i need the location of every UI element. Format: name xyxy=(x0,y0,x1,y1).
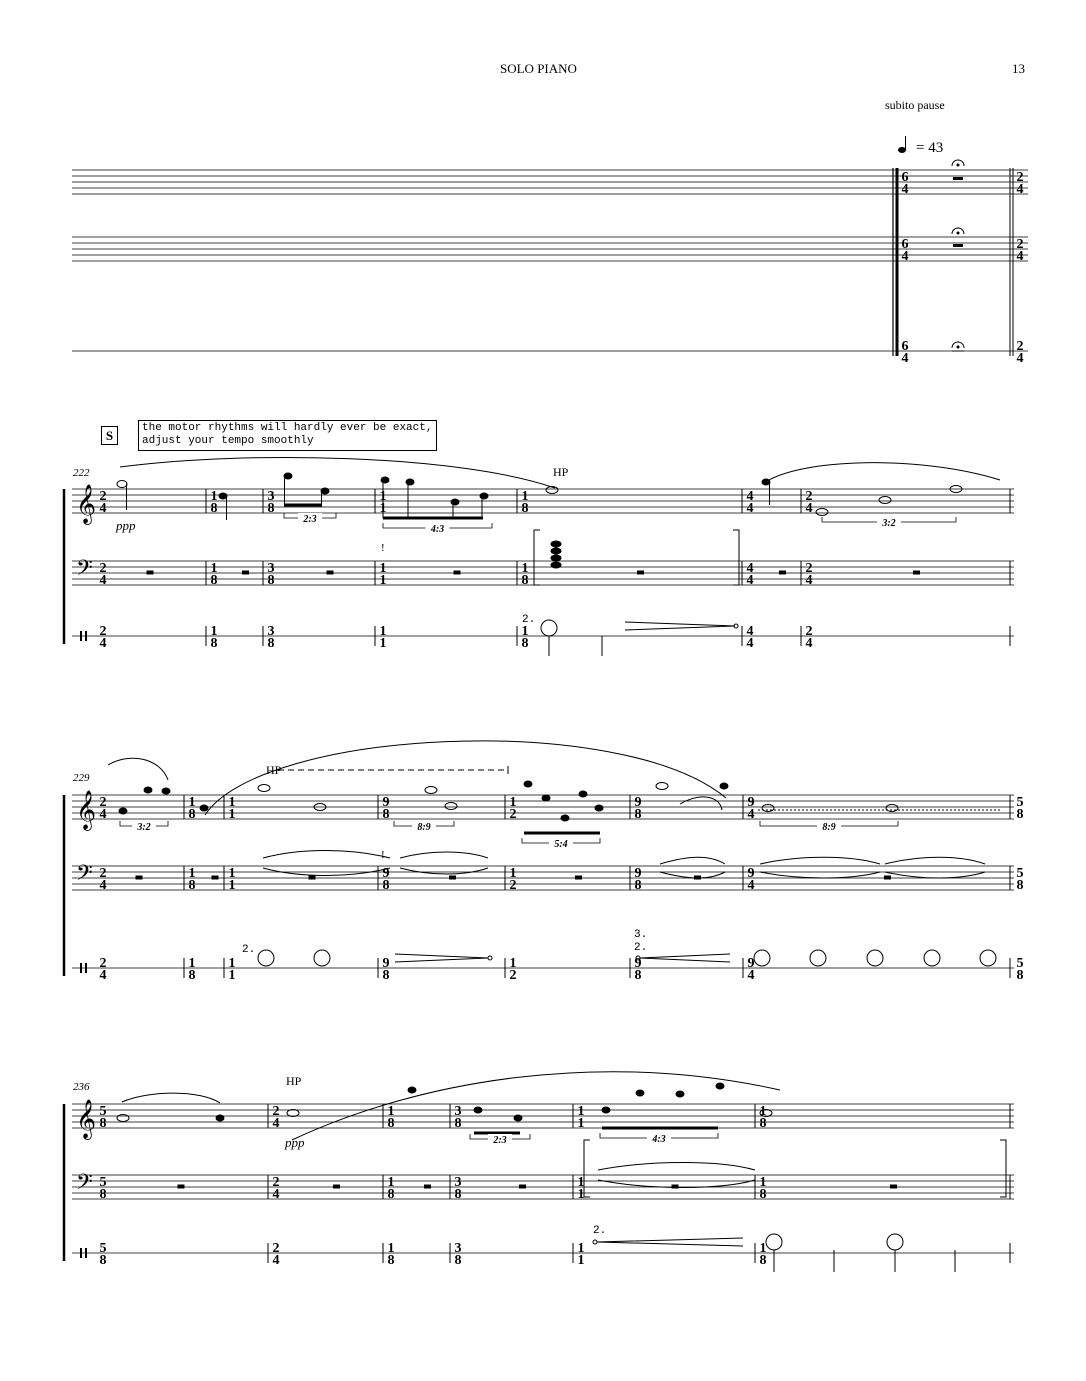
svg-text:8: 8 xyxy=(1016,807,1024,822)
svg-text:1: 1 xyxy=(759,1241,767,1256)
svg-text:8: 8 xyxy=(267,636,275,651)
tuplet-bracket xyxy=(760,821,898,833)
svg-text:6: 6 xyxy=(901,170,909,185)
svg-text:4: 4 xyxy=(99,636,107,651)
staff-top-2 xyxy=(72,237,1028,261)
svg-text:8: 8 xyxy=(521,501,529,516)
svg-text:1: 1 xyxy=(387,1104,395,1119)
svg-text:4: 4 xyxy=(746,573,754,588)
pedal-label-stack: 3. xyxy=(634,929,648,941)
slur-system-3 xyxy=(122,1072,780,1140)
pedal-label: 2. xyxy=(522,614,536,626)
svg-text:8: 8 xyxy=(387,1187,395,1202)
svg-text:4: 4 xyxy=(272,1187,280,1202)
svg-text:2: 2 xyxy=(1016,170,1024,185)
svg-text:6: 6 xyxy=(901,237,909,252)
time-signature xyxy=(748,956,755,983)
rest xyxy=(914,571,920,574)
svg-text:9: 9 xyxy=(382,866,390,881)
bass-clef: 𝄢 xyxy=(76,1170,93,1199)
svg-text:8: 8 xyxy=(521,573,529,588)
percussion-clef xyxy=(80,631,82,641)
tuplet-bracket xyxy=(470,1134,530,1146)
svg-text:2: 2 xyxy=(272,1175,280,1190)
measure-number: 236 xyxy=(73,1081,90,1093)
svg-text:8: 8 xyxy=(634,968,642,983)
time-signature xyxy=(100,795,107,822)
page-title: SOLO PIANO xyxy=(500,61,577,76)
tuplet-bracket xyxy=(383,523,492,535)
svg-text:1: 1 xyxy=(379,624,387,639)
svg-text:3: 3 xyxy=(454,1175,462,1190)
svg-text:4: 4 xyxy=(99,968,107,983)
notes-system-1 xyxy=(117,473,962,656)
svg-text:8: 8 xyxy=(188,878,196,893)
time-signature xyxy=(635,795,642,822)
time-signature xyxy=(189,795,196,822)
svg-text:1: 1 xyxy=(379,501,387,516)
svg-text:4:3: 4:3 xyxy=(430,524,445,535)
svg-text:2: 2 xyxy=(509,807,517,822)
percussion-clef xyxy=(80,1248,82,1258)
svg-text:8: 8 xyxy=(759,1187,767,1202)
hairpin-system-1 xyxy=(625,622,738,630)
svg-text:8: 8 xyxy=(1016,968,1024,983)
svg-text:8: 8 xyxy=(210,573,218,588)
rest xyxy=(309,876,315,879)
svg-text:4: 4 xyxy=(272,1116,280,1131)
time-signature xyxy=(388,1175,395,1202)
time-signature xyxy=(273,1175,280,1202)
svg-text:5: 5 xyxy=(1016,866,1024,881)
svg-text:2: 2 xyxy=(272,1104,280,1119)
svg-text:1: 1 xyxy=(379,489,387,504)
svg-text:8: 8 xyxy=(382,807,390,822)
svg-text:8: 8 xyxy=(759,1253,767,1268)
time-signature xyxy=(455,1104,462,1131)
svg-text:4: 4 xyxy=(99,878,107,893)
svg-text:5: 5 xyxy=(99,1175,107,1190)
tuplet-bracket xyxy=(284,513,336,525)
time-signature xyxy=(100,1104,107,1131)
hp-marking: HP xyxy=(553,465,569,479)
svg-text:5: 5 xyxy=(99,1104,107,1119)
svg-text:4: 4 xyxy=(746,624,754,639)
svg-text:4: 4 xyxy=(805,573,813,588)
rest xyxy=(136,876,142,879)
rest xyxy=(147,571,153,574)
time-signature xyxy=(578,1175,585,1202)
svg-text:2: 2 xyxy=(99,956,107,971)
rest xyxy=(780,571,786,574)
time-signature xyxy=(273,1104,280,1131)
svg-text:8: 8 xyxy=(188,968,196,983)
svg-text:1: 1 xyxy=(577,1104,585,1119)
notes-system-3 xyxy=(117,1083,955,1272)
time-signature xyxy=(268,561,275,588)
time-signature xyxy=(1017,170,1024,197)
rest xyxy=(334,1185,340,1188)
time-signature xyxy=(1017,866,1024,893)
time-signature xyxy=(806,489,813,516)
time-signature xyxy=(211,624,218,651)
hairpin-system-2 xyxy=(395,954,730,962)
svg-text:1: 1 xyxy=(228,807,236,822)
time-signature xyxy=(100,866,107,893)
svg-text:1: 1 xyxy=(228,878,236,893)
svg-text:1: 1 xyxy=(577,1116,585,1131)
time-signature xyxy=(510,795,517,822)
bass-staff xyxy=(72,1175,1014,1199)
time-signature xyxy=(229,795,236,822)
time-signature xyxy=(522,561,529,588)
hairpin-system-3 xyxy=(593,1238,743,1246)
time-signature xyxy=(211,561,218,588)
svg-text:8: 8 xyxy=(521,636,529,651)
time-signature xyxy=(510,956,517,983)
time-signature xyxy=(522,489,529,516)
svg-text:1: 1 xyxy=(228,956,236,971)
svg-text:2:3: 2:3 xyxy=(303,514,317,525)
svg-text:4: 4 xyxy=(1016,249,1024,264)
percussion-clef xyxy=(85,631,87,641)
svg-text:1: 1 xyxy=(387,1241,395,1256)
svg-text:8: 8 xyxy=(188,807,196,822)
pedal-label: 2. xyxy=(593,1225,607,1237)
svg-text:8: 8 xyxy=(634,878,642,893)
time-signature xyxy=(1017,339,1024,366)
svg-text:3: 3 xyxy=(267,624,275,639)
svg-text:4:3: 4:3 xyxy=(652,1134,666,1145)
svg-text:9: 9 xyxy=(634,956,642,971)
svg-text:8: 8 xyxy=(267,573,275,588)
svg-text:4: 4 xyxy=(746,636,754,651)
time-signature xyxy=(229,956,236,983)
rest xyxy=(178,1185,184,1188)
svg-text:8: 8 xyxy=(382,878,390,893)
rest xyxy=(891,1185,897,1188)
svg-text:2: 2 xyxy=(509,968,517,983)
svg-text:3: 3 xyxy=(267,561,275,576)
svg-text:1: 1 xyxy=(228,968,236,983)
svg-text:4: 4 xyxy=(805,501,813,516)
time-signature xyxy=(383,795,390,822)
time-signature xyxy=(380,489,387,516)
svg-text:2: 2 xyxy=(805,624,813,639)
svg-text:1: 1 xyxy=(577,1253,585,1268)
time-signature xyxy=(268,489,275,516)
svg-text:1: 1 xyxy=(509,795,517,810)
treble-clef: 𝄞 xyxy=(76,486,97,523)
page-number: 13 xyxy=(1012,61,1025,76)
staff-top-1 xyxy=(72,170,1028,194)
svg-text:1: 1 xyxy=(210,624,218,639)
slur-system-2 xyxy=(108,741,1000,815)
svg-text:8: 8 xyxy=(454,1187,462,1202)
pedal-label: 2. xyxy=(242,944,256,956)
svg-text:5: 5 xyxy=(1016,956,1024,971)
svg-text:4: 4 xyxy=(901,182,909,197)
svg-text:1: 1 xyxy=(379,573,387,588)
svg-text:1: 1 xyxy=(577,1187,585,1202)
svg-text:5: 5 xyxy=(1016,795,1024,810)
svg-text:4: 4 xyxy=(99,807,107,822)
svg-text:9: 9 xyxy=(634,795,642,810)
tempo-text: subito pause xyxy=(885,98,945,112)
time-signature xyxy=(268,624,275,651)
time-signature xyxy=(455,1241,462,1268)
time-signature xyxy=(100,1241,107,1268)
svg-text:1: 1 xyxy=(577,1175,585,1190)
time-signature xyxy=(100,1175,107,1202)
svg-text:8: 8 xyxy=(454,1253,462,1268)
hp-marking: HP xyxy=(286,1074,302,1088)
bracket-system-3 xyxy=(584,1140,1006,1197)
svg-text:4: 4 xyxy=(1016,351,1024,366)
measure-number: 229 xyxy=(73,772,90,784)
svg-text:2: 2 xyxy=(805,561,813,576)
svg-text:1: 1 xyxy=(379,561,387,576)
svg-text:4: 4 xyxy=(746,489,754,504)
time-signature xyxy=(100,624,107,651)
time-signature xyxy=(211,489,218,516)
time-signature xyxy=(383,956,390,983)
svg-text:8: 8 xyxy=(382,968,390,983)
svg-text:8:9: 8:9 xyxy=(417,822,431,833)
svg-text:4: 4 xyxy=(901,249,909,264)
svg-text:1: 1 xyxy=(228,866,236,881)
performance-instruction: the motor rhythms will hardly ever be exact, adjust your tempo smoothly xyxy=(138,420,437,451)
time-signature xyxy=(635,866,642,893)
rest xyxy=(212,876,218,879)
svg-text:2: 2 xyxy=(1016,237,1024,252)
treble-staff xyxy=(72,1104,1014,1128)
time-signature xyxy=(273,1241,280,1268)
svg-text:8: 8 xyxy=(99,1187,107,1202)
svg-text:9: 9 xyxy=(747,956,755,971)
treble-clef: 𝄞 xyxy=(76,792,97,829)
time-signature xyxy=(760,1175,767,1202)
time-signature xyxy=(510,866,517,893)
time-signature xyxy=(388,1104,395,1131)
dynamic-marking: ppp xyxy=(116,518,136,533)
svg-text:3:2: 3:2 xyxy=(882,518,896,529)
svg-text:4: 4 xyxy=(747,878,755,893)
time-signature xyxy=(100,561,107,588)
treble-clef: 𝄞 xyxy=(76,1101,97,1138)
time-signature xyxy=(806,561,813,588)
rest xyxy=(243,571,249,574)
time-signature xyxy=(388,1241,395,1268)
time-signature xyxy=(902,339,909,366)
svg-text:6: 6 xyxy=(901,339,909,354)
time-signature xyxy=(806,624,813,651)
svg-text:2: 2 xyxy=(99,624,107,639)
svg-text:3: 3 xyxy=(454,1104,462,1119)
svg-text:2: 2 xyxy=(1016,339,1024,354)
time-signature xyxy=(229,866,236,893)
tuplet-bracket xyxy=(522,838,600,850)
svg-text:9: 9 xyxy=(747,795,755,810)
svg-text:1: 1 xyxy=(521,624,529,639)
time-signature xyxy=(380,561,387,588)
time-signature xyxy=(189,956,196,983)
tuplet-bracket xyxy=(120,821,168,833)
time-signature xyxy=(578,1104,585,1131)
svg-text:4: 4 xyxy=(99,501,107,516)
tuplet-bracket xyxy=(822,517,956,529)
rest xyxy=(520,1185,526,1188)
svg-text:2: 2 xyxy=(99,795,107,810)
time-signature xyxy=(578,1241,585,1268)
tempo-value: = 43 xyxy=(916,140,944,156)
time-signature xyxy=(902,170,909,197)
time-signature xyxy=(635,956,642,983)
svg-text:2: 2 xyxy=(509,878,517,893)
svg-text:1: 1 xyxy=(210,489,218,504)
percussion-clef xyxy=(85,963,87,973)
svg-text:8: 8 xyxy=(387,1253,395,1268)
svg-text:1: 1 xyxy=(521,561,529,576)
svg-text:1: 1 xyxy=(509,956,517,971)
svg-text:8: 8 xyxy=(634,807,642,822)
svg-text:2: 2 xyxy=(99,489,107,504)
percussion-clef xyxy=(80,963,82,973)
svg-text:9: 9 xyxy=(634,866,642,881)
tempo-quarter-note xyxy=(898,136,906,153)
svg-text:1: 1 xyxy=(228,795,236,810)
svg-text:4: 4 xyxy=(272,1253,280,1268)
svg-text:9: 9 xyxy=(382,956,390,971)
bass-clef: 𝄢 xyxy=(76,556,93,585)
svg-text:5: 5 xyxy=(99,1241,107,1256)
svg-text:2: 2 xyxy=(99,561,107,576)
svg-text:2: 2 xyxy=(272,1241,280,1256)
time-signature xyxy=(748,866,755,893)
time-signature xyxy=(747,624,754,651)
svg-text:1: 1 xyxy=(188,795,196,810)
svg-text:1: 1 xyxy=(387,1175,395,1190)
svg-text:1: 1 xyxy=(759,1175,767,1190)
time-signature xyxy=(748,795,755,822)
time-signature xyxy=(760,1241,767,1268)
svg-text:1: 1 xyxy=(759,1104,767,1119)
svg-text:1: 1 xyxy=(379,636,387,651)
time-signature xyxy=(100,956,107,983)
rest xyxy=(327,571,333,574)
accent-mark: ! xyxy=(381,542,385,554)
svg-text:4: 4 xyxy=(1016,182,1024,197)
dynamic-marking: ppp xyxy=(285,1135,305,1150)
rest xyxy=(576,876,582,879)
svg-text:8: 8 xyxy=(387,1116,395,1131)
time-signature xyxy=(747,561,754,588)
fermata-rest xyxy=(952,160,964,351)
svg-text:8: 8 xyxy=(99,1253,107,1268)
rehearsal-mark: S xyxy=(101,426,118,445)
rest xyxy=(638,571,644,574)
svg-text:1: 1 xyxy=(210,561,218,576)
measure-number: 222 xyxy=(73,467,90,479)
time-signature xyxy=(100,489,107,516)
bass-clef: 𝄢 xyxy=(76,861,93,890)
svg-text:9: 9 xyxy=(747,866,755,881)
time-signature xyxy=(747,489,754,516)
svg-text:4: 4 xyxy=(805,636,813,651)
svg-text:8: 8 xyxy=(210,636,218,651)
bracket-system-1 xyxy=(534,530,739,585)
svg-text:5:4: 5:4 xyxy=(554,839,568,850)
svg-text:4: 4 xyxy=(746,561,754,576)
pedal-label-stack: 2. xyxy=(634,942,648,954)
rest xyxy=(454,571,460,574)
tie-system-2 xyxy=(263,851,985,879)
time-signature xyxy=(1017,237,1024,264)
svg-text:4: 4 xyxy=(746,501,754,516)
time-signature xyxy=(1017,795,1024,822)
accent-mark: ! xyxy=(381,849,385,861)
svg-text:2: 2 xyxy=(805,489,813,504)
hp-marking: HP xyxy=(266,763,282,777)
rest xyxy=(425,1185,431,1188)
svg-text:8: 8 xyxy=(210,501,218,516)
svg-text:8:9: 8:9 xyxy=(822,822,836,833)
tuplet-bracket xyxy=(394,821,454,833)
notes-system-2 xyxy=(119,781,996,966)
svg-text:8: 8 xyxy=(99,1116,107,1131)
time-signature xyxy=(522,624,529,651)
svg-text:1: 1 xyxy=(521,489,529,504)
svg-text:4: 4 xyxy=(901,351,909,366)
time-signature xyxy=(383,866,390,893)
time-signature xyxy=(189,866,196,893)
svg-text:2:3: 2:3 xyxy=(493,1135,507,1146)
svg-text:1: 1 xyxy=(509,866,517,881)
svg-text:3: 3 xyxy=(267,489,275,504)
percussion-clef xyxy=(85,1248,87,1258)
time-signature xyxy=(760,1104,767,1131)
time-signature xyxy=(455,1175,462,1202)
rest xyxy=(885,876,891,879)
svg-text:1: 1 xyxy=(188,956,196,971)
time-signature xyxy=(902,237,909,264)
svg-text:8: 8 xyxy=(454,1116,462,1131)
svg-text:3: 3 xyxy=(454,1241,462,1256)
time-signature xyxy=(1017,956,1024,983)
svg-text:1: 1 xyxy=(188,866,196,881)
tuplet-bracket xyxy=(600,1133,718,1145)
svg-text:2: 2 xyxy=(99,866,107,881)
svg-text:8: 8 xyxy=(267,501,275,516)
svg-text:4: 4 xyxy=(99,573,107,588)
time-signature xyxy=(380,624,387,651)
svg-text:1: 1 xyxy=(577,1241,585,1256)
svg-text:4: 4 xyxy=(747,807,755,822)
svg-text:3:2: 3:2 xyxy=(137,822,151,833)
rest xyxy=(450,876,456,879)
svg-text:8: 8 xyxy=(759,1116,767,1131)
svg-text:8: 8 xyxy=(1016,878,1024,893)
svg-text:9: 9 xyxy=(382,795,390,810)
svg-text:4: 4 xyxy=(747,968,755,983)
